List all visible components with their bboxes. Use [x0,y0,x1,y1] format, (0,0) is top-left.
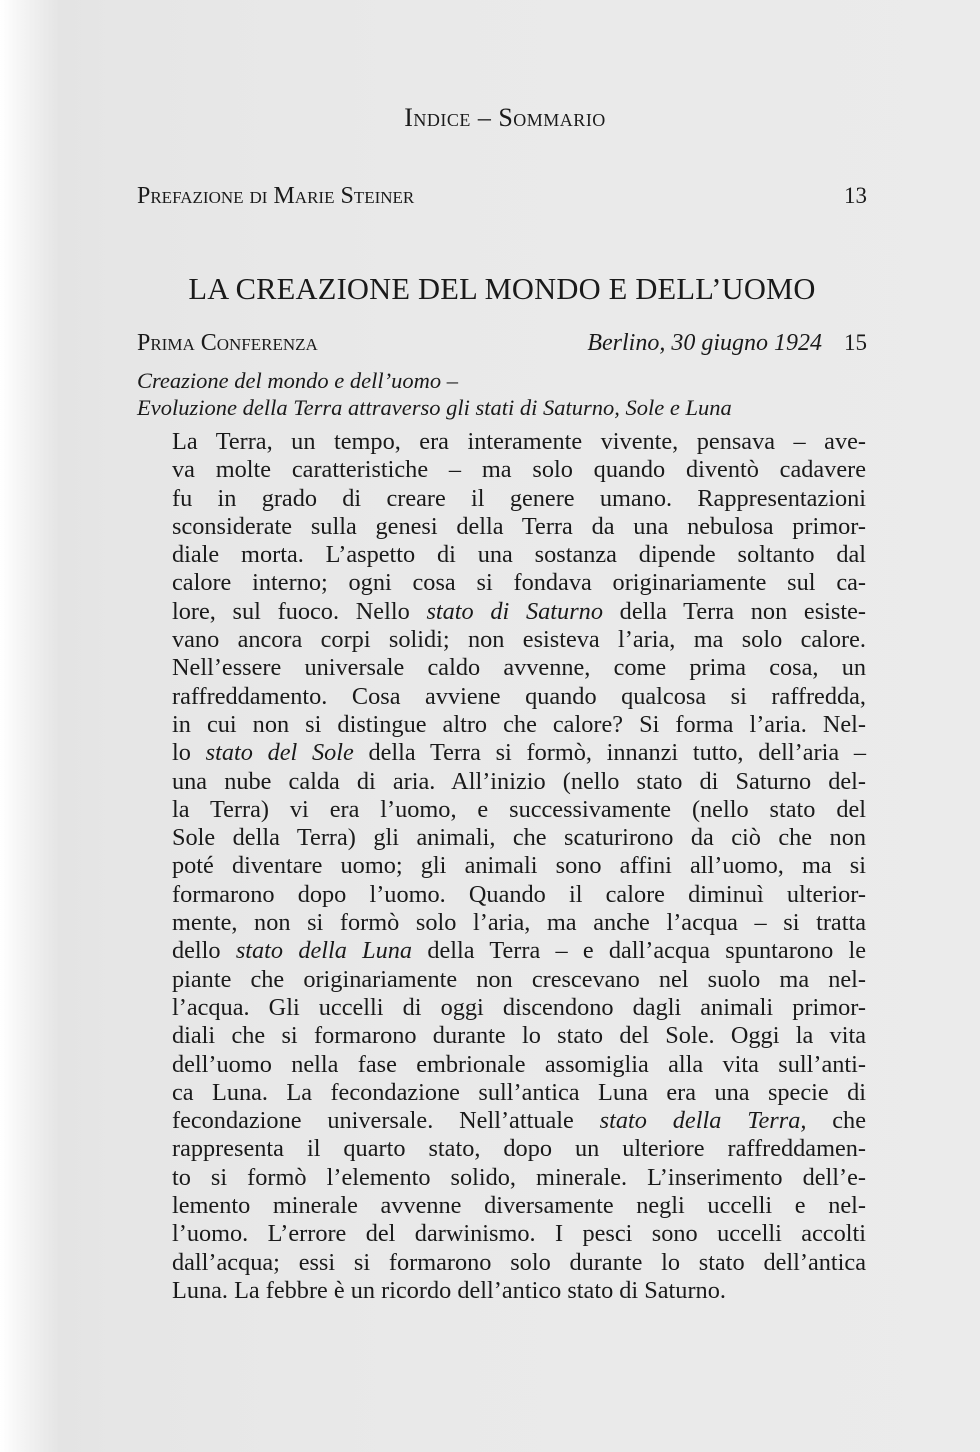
summary-text: che [806,1107,866,1135]
summary-text: rappresenta il quarto stato, dopo un ulteriore raffreddamen- [172,1135,866,1163]
summary-line [172,852,866,880]
summary-line [172,513,866,541]
summary-line [172,824,866,852]
summary-text: piante che originariamente non crescevano nel suolo ma nel- [172,965,866,993]
summary-line [172,1192,866,1220]
summary-line [172,966,866,994]
summary-text: calore interno; ogni cosa si fondava originariamente sul ca- [172,569,866,597]
index-title: Indice – Sommario [404,103,606,132]
summary-text: mente, non si formò solo l’aria, ma anche l’acqua – si tratta [172,909,866,937]
summary-line [172,768,866,796]
summary-text: lore, sul fuoco. Nello [172,597,427,625]
lecture-meta [587,330,867,357]
lecture-summary [172,428,866,1305]
summary-text: fu in grado di creare il genere umano. Rappresentazioni [172,484,866,512]
summary-line [172,937,866,965]
summary-text: va molte caratteristiche – ma solo quando diventò cadavere [172,456,866,484]
summary-line [172,909,866,937]
summary-line [172,711,866,739]
summary-text: lemento minerale avvenne diversamente negli uccelli e nel- [172,1192,866,1220]
summary-text: fecondazione universale. Nell’attuale [172,1107,600,1135]
summary-text: vano ancora corpi solidi; non esisteva l’aria, ma solo calore. [172,626,866,654]
summary-line [172,1164,866,1192]
summary-line [172,1107,866,1135]
summary-text: lo [172,739,206,767]
summary-text: in cui non si distingue altro che calore? Si forma l’aria. Nel- [172,710,866,738]
lecture-place-date: Berlino, 30 giugno 1924 [587,330,822,356]
summary-text: l’acqua. Gli uccelli di oggi discendono dagli animali primor- [172,993,866,1021]
summary-text: della Terra si formò, innanzi tutto, dell’aria – [353,739,866,767]
summary-emphasis: stato della Terra, [599,1107,807,1135]
summary-text: l’uomo. L’errore del darwinismo. I pesci sono uccelli accolti [172,1220,866,1248]
summary-text: della Terra – e dall’acqua spuntarono le [412,937,867,965]
summary-line [172,541,866,569]
summary-line [172,994,866,1022]
summary-text: dello [172,937,236,965]
summary-line [172,1079,866,1107]
summary-line [172,598,866,626]
summary-text: una nube calda di aria. All’inizio (nello stato di Saturno del- [172,767,866,795]
summary-text: la Terra) vi era l’uomo, e successivamente (nello stato del [172,795,866,823]
summary-text: Sole della Terra) gli animali, che scaturirono da ciò che non [172,824,866,852]
summary-text: Nell’essere universale caldo avvenne, come prima cosa, un [172,654,866,682]
summary-text: dell’uomo nella fase embrionale assomiglia alla vita sull’anti- [172,1050,866,1078]
toc-entry-page-number: 13 [844,183,867,208]
summary-text: ca Luna. La fecondazione sull’antica Luna era una specie di [172,1078,866,1106]
summary-line [172,626,866,654]
summary-text: diali che si formarono durante lo stato del Sole. Oggi la vita [172,1022,866,1050]
summary-line [172,485,866,513]
summary-text: sconsiderate sulla genesi della Terra da una nebulosa primor- [172,512,866,540]
summary-line [172,456,866,484]
summary-line [172,1051,866,1079]
summary-line [172,1022,866,1050]
summary-line [172,683,866,711]
summary-text: to si formò l’elemento solido, minerale. L’inserimento dell’e- [172,1163,866,1191]
summary-emphasis: stato del Sole [205,739,354,767]
summary-text: raffreddamento. Cosa avviene quando qualcosa si raffredda, [172,682,866,710]
section-title: LA CREAZIONE DEL MONDO E DELL’UOMO [188,272,816,306]
toc-entry-preface[interactable] [137,183,867,210]
summary-emphasis: stato della Luna [235,937,413,965]
summary-line [172,569,866,597]
summary-text: dall’acqua; essi si formarono solo durante lo stato dell’antica [172,1248,866,1276]
lecture-page-number: 15 [844,330,867,355]
summary-line [172,428,866,456]
summary-text: Luna. La febbre è un ricordo dell’antico stato di Saturno. [172,1276,726,1304]
summary-text: poté diventare uomo; gli animali sono affini all’uomo, ma si [172,852,866,880]
summary-line [172,654,866,682]
summary-line [172,1135,866,1163]
lecture-label: Prima Conferenza [137,330,318,356]
summary-text: formarono dopo l’uomo. Quando il calore diminuì ulterior- [172,880,866,908]
lecture-subtitle-line-1: Creazione del mondo e dell’uomo – [137,368,458,393]
summary-text: diale morta. L’aspetto di una sostanza dipende soltanto dal [172,541,866,569]
summary-line [172,739,866,767]
summary-text: della Terra non esiste- [602,597,867,625]
toc-entry-label: Prefazione di Marie Steiner [137,183,415,209]
summary-line [172,796,866,824]
lecture-subtitle-line-2: Evoluzione della Terra attraverso gli stati di Saturno, Sole e Luna [137,395,732,420]
summary-text: La Terra, un tempo, era interamente vivente, pensava – ave- [172,428,866,455]
summary-line [172,1220,866,1248]
summary-emphasis: stato di Saturno [426,597,603,625]
toc-entry-first-lecture[interactable] [137,330,867,357]
summary-line [172,1277,866,1305]
summary-line [172,1249,866,1277]
summary-line [172,881,866,909]
